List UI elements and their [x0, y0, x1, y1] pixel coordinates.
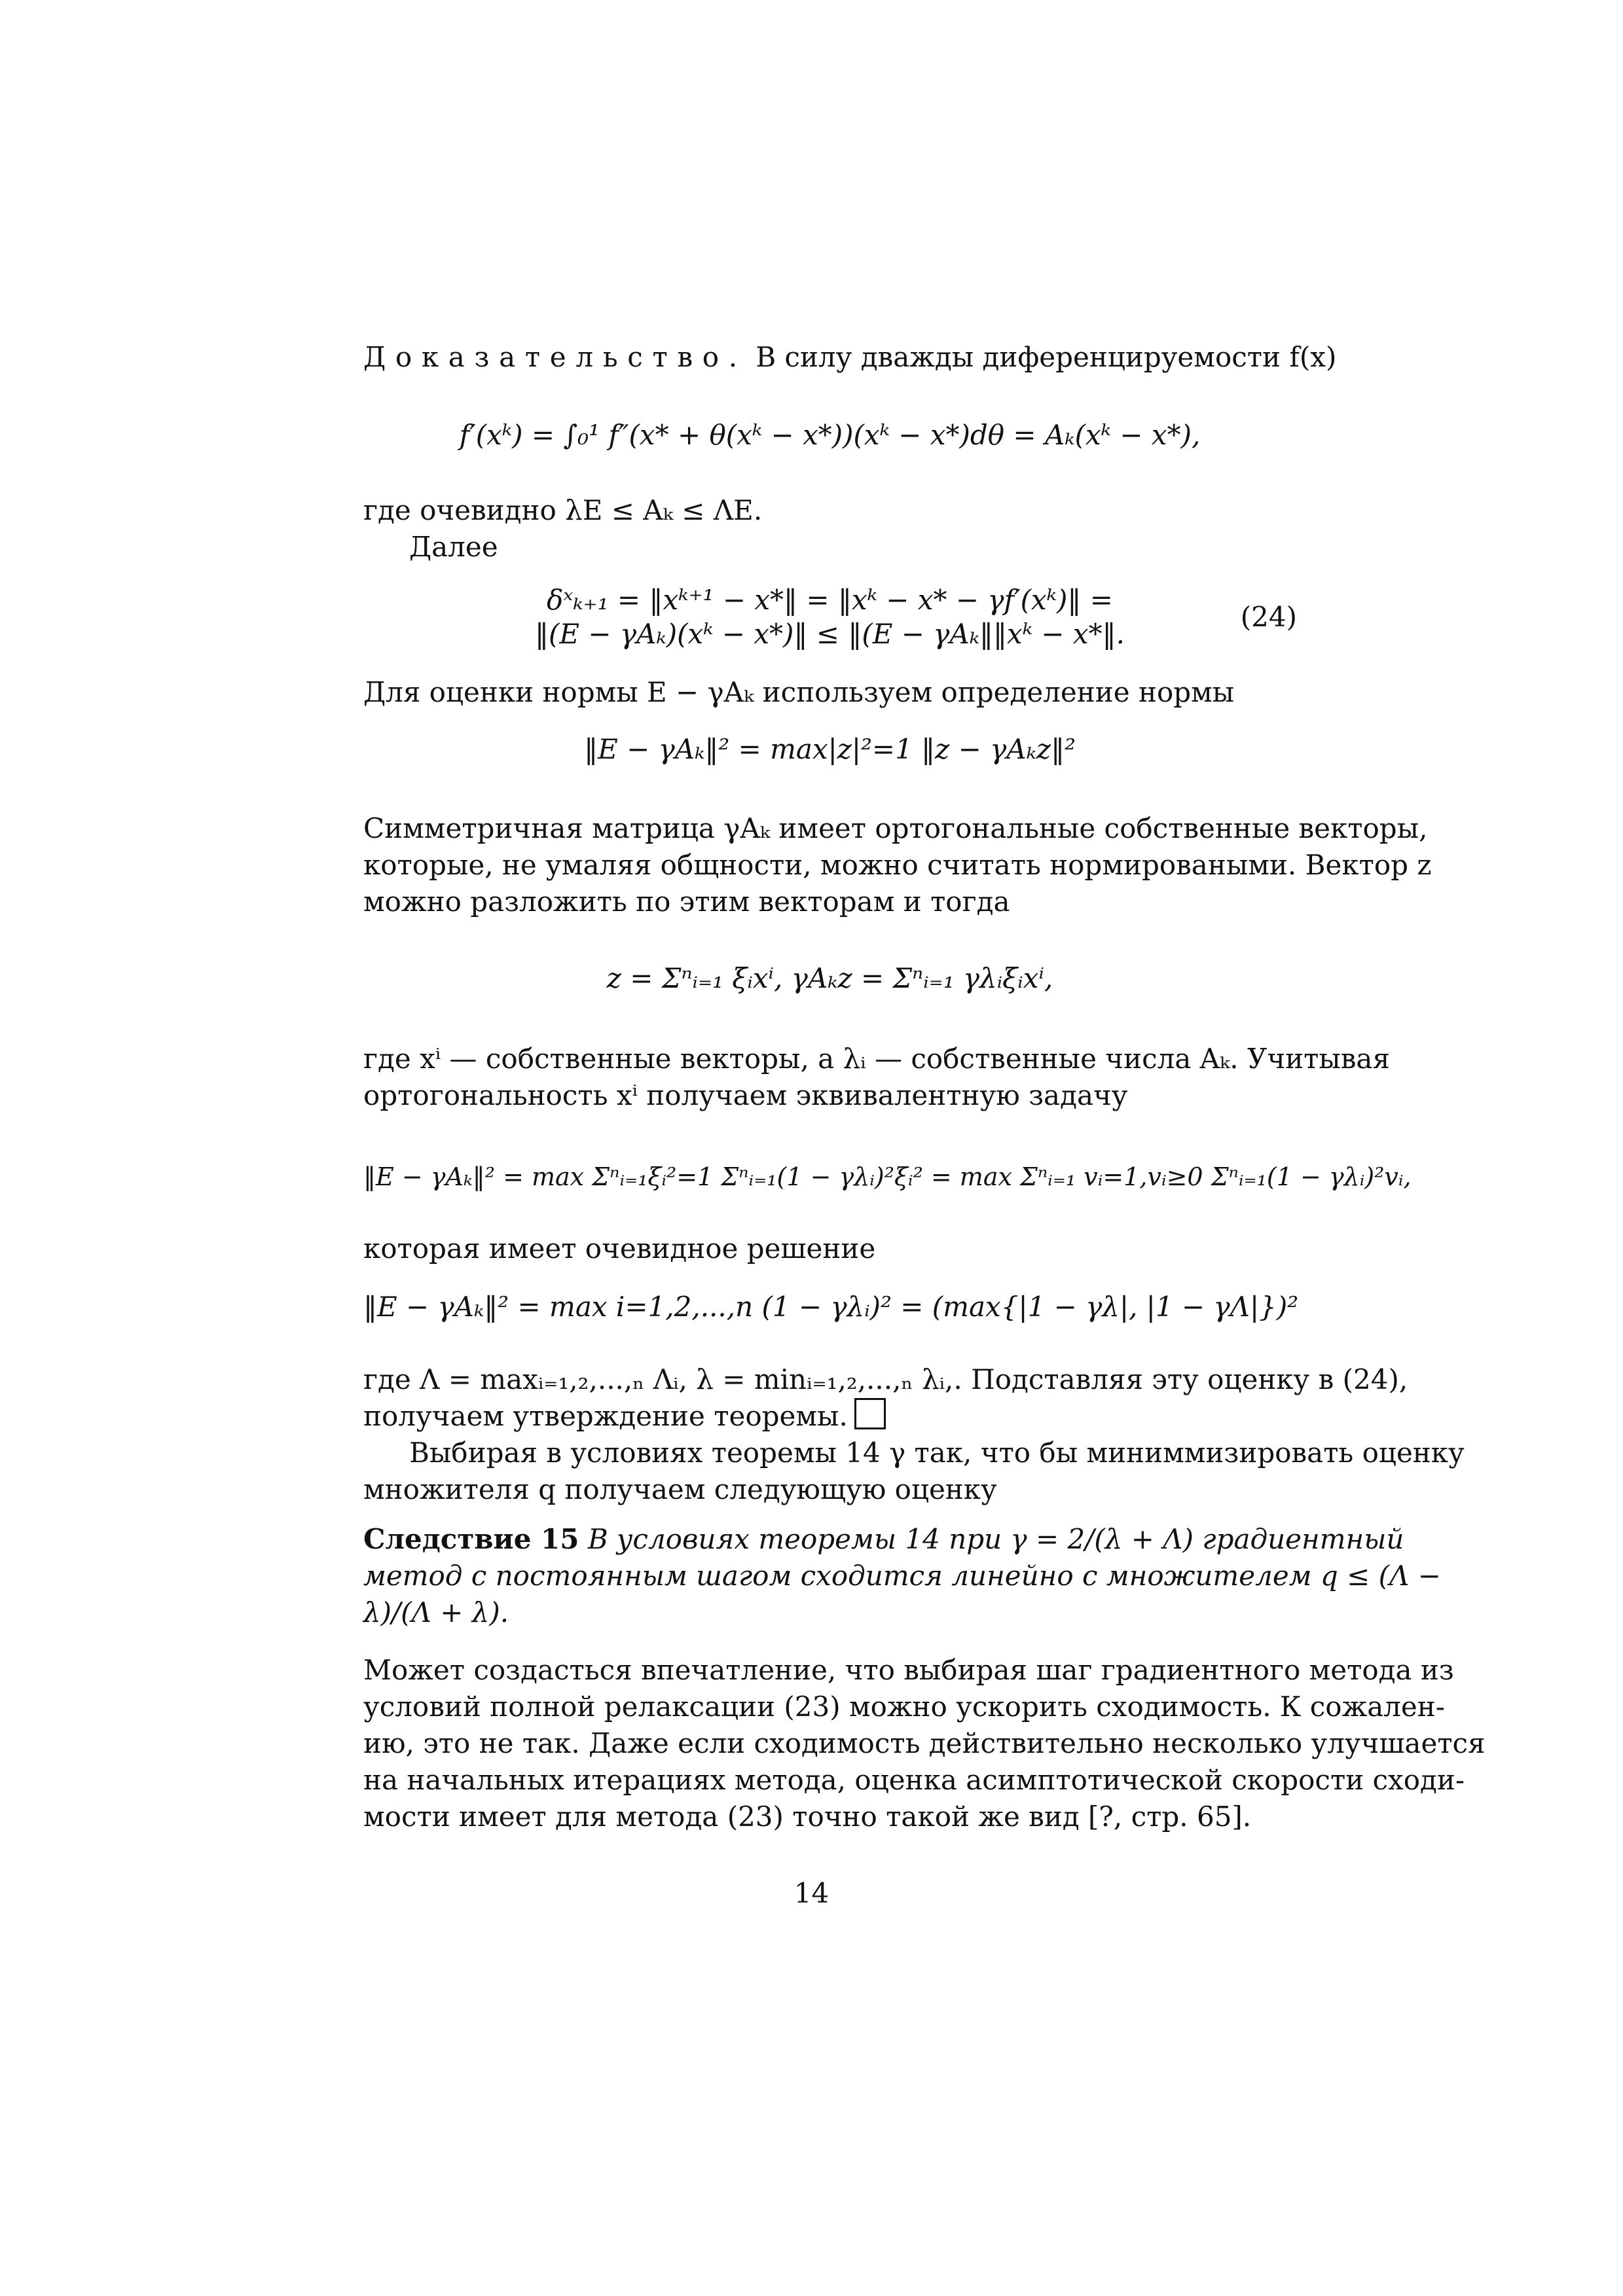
- closing-line-2: условий полной релаксации (23) можно ускорить сходимость. К сожален-: [363, 1691, 1445, 1723]
- norm-intro-line: Для оценки нормы E − γAₖ используем определение нормы: [363, 676, 1235, 708]
- where-lambda-line-1: где Λ = maxᵢ₌₁,₂,...,ₙ Λᵢ, λ = minᵢ₌₁,₂,...,ₙ λᵢ,. Подставляя эту оценку в (24),: [363, 1363, 1408, 1395]
- proof-heading: Доказательство.: [363, 341, 747, 373]
- choosing-line-1: Выбирая в условиях теоремы 14 γ так, что бы миниммизировать оценку: [409, 1437, 1465, 1469]
- symmetric-line-3: можно разложить по этим векторам и тогда: [363, 886, 1010, 918]
- equation-expansion: z = Σⁿᵢ₌₁ ξᵢxⁱ, γAₖz = Σⁿᵢ₌₁ γλᵢξᵢxⁱ,: [606, 962, 1053, 994]
- corollary-line-1: В условиях теоремы 14 при γ = 2/(λ + Λ) градиентный: [587, 1523, 1404, 1555]
- equation-derivative: f′(xᵏ) = ∫₀¹ f″(x* + θ(xᵏ − x*))(xᵏ − x*)dθ = Aₖ(xᵏ − x*),: [459, 419, 1201, 451]
- where-eigen-line-1: где xⁱ — собственные векторы, а λᵢ — собственные числа Aₖ. Учитывая: [363, 1043, 1390, 1075]
- page-number: 14: [793, 1877, 830, 1909]
- where-obvious-line: где очевидно λE ≤ Aₖ ≤ ΛE.: [363, 494, 763, 526]
- corollary-label: Следствие 15: [363, 1523, 579, 1555]
- choosing-line-2: множителя q получаем следующую оценку: [363, 1473, 997, 1505]
- proof-intro-text: В силу дважды диференцируемости f(x): [756, 341, 1337, 373]
- corollary-line-3: λ)/(Λ + λ).: [363, 1596, 509, 1628]
- symmetric-line-1: Симметричная матрица γAₖ имеет ортогональные собственные векторы,: [363, 812, 1428, 844]
- equation-norm: ‖E − γAₖ‖² = max|z|²=1 ‖z − γAₖz‖²: [584, 733, 1076, 765]
- closing-line-3: ию, это не так. Даже если сходимость действительно несколько улучшается: [363, 1727, 1486, 1759]
- solution-intro-line: которая имеет очевидное решение: [363, 1232, 876, 1265]
- where-eigen-line-2: ортогональность xⁱ получаем эквивалентную задачу: [363, 1079, 1128, 1111]
- where-lambda-line-2-wrap: [363, 1398, 1296, 1435]
- closing-line-1: Может создасться впечатление, что выбирая шаг градиентного метода из: [363, 1654, 1454, 1686]
- equation-24-line2: ‖(E − γAₖ)(xᵏ − x*)‖ ≤ ‖(E − γAₖ‖‖xᵏ − x*‖.: [535, 618, 1125, 650]
- closing-line-5: мости имеет для метода (23) точно такой же вид [?, стр. 65].: [363, 1801, 1252, 1833]
- corollary-line-2: метод с постоянным шагом сходится линейно с множителем q ≤ (Λ −: [363, 1560, 1441, 1592]
- equation-24-line1: δˣₖ₊₁ = ‖xᵏ⁺¹ − x*‖ = ‖xᵏ − x* − γf′(xᵏ)‖ =: [547, 584, 1113, 616]
- equation-equivalent: ‖E − γAₖ‖² = max Σⁿᵢ₌₁ξᵢ²=1 Σⁿᵢ₌₁(1 − γλᵢ)²ξᵢ² = max Σⁿᵢ₌₁ vᵢ=1,vᵢ≥0 Σⁿᵢ₌₁(1 − γλᵢ)²vᵢ,: [363, 1162, 1412, 1191]
- proof-intro-line: [363, 339, 1337, 376]
- where-lambda-line-2: получаем утверждение теоремы.: [363, 1400, 848, 1432]
- further-line: Далее: [409, 531, 498, 563]
- symmetric-line-2: которые, не умаляя общности, можно считать нормироваными. Вектор z: [363, 849, 1432, 881]
- qed-box-icon: [854, 1398, 886, 1429]
- closing-line-4: на начальных итерациях метода, оценка асимптотической скорости сходи-: [363, 1764, 1465, 1796]
- equation-solution: ‖E − γAₖ‖² = max i=1,2,...,n (1 − γλᵢ)² = (max{|1 − γλ|, |1 − γΛ|})²: [363, 1291, 1299, 1323]
- corollary-line-1-wrap: [363, 1521, 1404, 1558]
- equation-24-number: (24): [1240, 601, 1297, 633]
